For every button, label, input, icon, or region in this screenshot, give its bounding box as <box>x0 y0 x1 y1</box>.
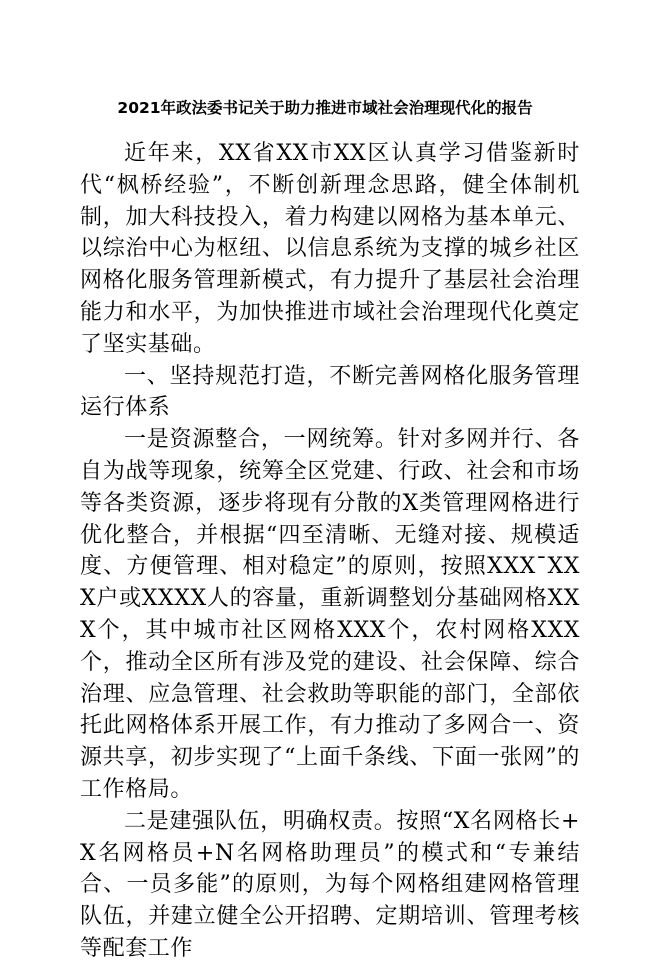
section-heading-1: 一、坚持规范打造，不断完善网格化服务管理运行体系 <box>80 363 580 421</box>
paragraph-team-building: 二是建强队伍，明确权责。按照“X名网格长+X名网格员+N名网格助理员”的模式和“专兼结合、一员多能”的原则，为每个网格组建网格管理队伍，并建立健全公开招聘、定期培训、管理考核等配套工作 <box>80 808 580 961</box>
paragraph-resource-integration: 一是资源整合，一网统筹。针对多网并行、各自为战等现象，统筹全区党建、行政、社会和市场等各类资源，逐步将现有分散的X类管理网格进行优化整合，并根据“四至清晰、无缝对接、规模适度、方便管理、相对稳定”的原则，按照XXX¯XXX户或XXXX人的容量，重新调整划分基础网格XXX个，其中城市社区网格XXX个，农村网格XXX个，推动全区所有涉及党的建设、社会保障、综合治理、应急管理、社会救助等职能的部门，全部依托此网格体系开展工作，有力推动了多网合一、资源共享，初步实现了“上面千条线、下面一张网”的工作格局。 <box>80 427 580 802</box>
document-body <box>80 138 580 965</box>
document-title: 2021年政法委书记关于助力推进市域社会治理现代化的报告 <box>117 99 533 117</box>
paragraph-intro: 近年来，XX省XX市XX区认真学习借鉴新时代“枫桥经验”，不断创新理念思路，健全体制机制，加大科技投入，着力构建以网格为基本单元、以综治中心为枢纽、以信息系统为支撑的城乡社区网格化服务管理新模式，有力提升了基层社会治理能力和水平，为加快推进市域社会治理现代化奠定了坚实基础。 <box>80 141 580 357</box>
